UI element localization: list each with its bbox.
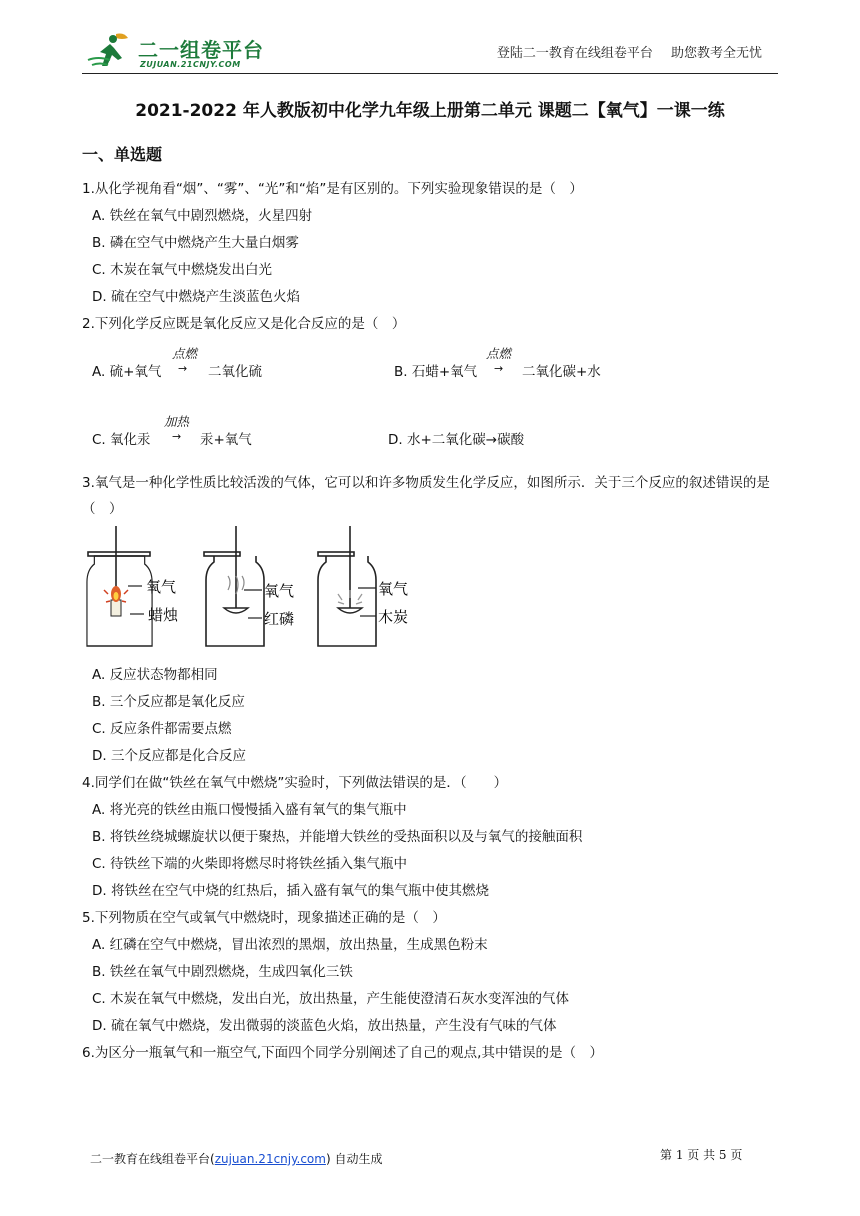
logo: [82, 28, 282, 72]
question-3-option-d: D. 三个反应都是化合反应: [92, 748, 246, 764]
header-slogan-text: 助您教考全无忧: [670, 46, 762, 61]
question-5-option-a: A. 红磷在空气中燃烧，冒出浓烈的黑烟，放出热量，生成黑色粉末: [92, 937, 488, 953]
question-1-option-d: D. 硫在空气中燃烧产生淡蓝色火焰: [92, 289, 300, 305]
question-5-option-d: D. 硫在氧气中燃烧，发出微弱的淡蓝色火焰，放出热量，产生没有气味的气体: [92, 1018, 557, 1034]
question-2-stem: 2.下列化学反应既是氧化反应又是化合反应的是（ ）: [82, 316, 406, 332]
question-5-option-c: C. 木炭在氧气中燃烧，发出白光，放出热量，产生能使澄清石灰水变浑浊的气体: [92, 991, 570, 1007]
logo-subtext: ZUJUAN.21CNJY.COM: [140, 60, 241, 69]
page-title: 2021-2022 年人教版初中化学九年级上册第二单元 课题二【氧气】一课一练: [135, 101, 725, 121]
question-1-option-c: C. 木炭在氧气中燃烧发出白光: [92, 262, 273, 278]
page-header: [82, 28, 778, 74]
page-number: 第 1 页 共 5 页: [660, 1148, 743, 1162]
header-slogan: [483, 42, 762, 61]
reaction-arrow-icon: →: [178, 362, 188, 375]
question-4-option-c: C. 待铁丝下端的火柴即将燃尽时将铁丝插入集气瓶中: [92, 856, 408, 872]
question-3-option-c: C. 反应条件都需要点燃: [92, 721, 232, 737]
label-candle: 蜡烛: [148, 606, 179, 624]
question-1-option-a: A. 铁丝在氧气中剧烈燃烧，火星四射: [92, 208, 313, 224]
header-link-login[interactable]: 登陆二一教育在线组卷平台: [496, 46, 653, 61]
question-4-option-d: D. 将铁丝在空气中烧的红热后，插入盛有氧气的集气瓶中使其燃烧: [92, 883, 489, 899]
question-3-stem: 3.氧气是一种化学性质比较活泼的气体，它可以和许多物质发生化学反应，如图所示．关于三个反应的叙述错误的是（ ）: [82, 475, 770, 517]
section-heading: 一、单选题: [82, 145, 163, 164]
label-charcoal: 木炭: [378, 608, 409, 626]
question-1-stem: 1.从化学视角看“烟”、“雾”、“光”和“焰”是有区别的。下列实验现象错误的是（ ）: [82, 181, 583, 197]
label-oxygen-2: 氧气: [264, 582, 295, 600]
question-4-stem: 4.同学们在做“铁丝在氧气中燃烧”实验时，下列做法错误的是．（ ）: [82, 775, 508, 791]
question-5-stem: 5.下列物质在空气或氧气中燃烧时，现象描述正确的是（ ）: [82, 910, 446, 926]
logo-text: 二一组卷平台: [138, 38, 264, 62]
combustion-bottles-diagram: [86, 524, 416, 650]
runner-logo-icon: [86, 30, 134, 70]
question-6-stem: 6.为区分一瓶氧气和一瓶空气,下面四个同学分别阐述了自己的观点,其中错误的是（ ）: [82, 1045, 603, 1061]
footer-link[interactable]: zujuan.21cnjy.com: [214, 1152, 326, 1166]
question-3-option-b: B. 三个反应都是氧化反应: [92, 694, 245, 710]
question-1-option-b: B. 磷在空气中燃烧产生大量白烟雾: [92, 235, 299, 251]
reaction-arrow-icon: →: [172, 430, 182, 443]
label-oxygen-1: 氧气: [146, 578, 177, 596]
reaction-arrow-icon: →: [494, 362, 504, 375]
question-4-option-a: A. 将光亮的铁丝由瓶口慢慢插入盛有氧气的集气瓶中: [92, 802, 407, 818]
question-4-option-b: B. 将铁丝绕城螺旋状以便于聚热，并能增大铁丝的受热面积以及与氧气的接触面积: [92, 829, 583, 845]
question-5-option-b: B. 铁丝在氧气中剧烈燃烧，生成四氧化三铁: [92, 964, 353, 980]
question-3-option-a: A. 反应状态物都相同: [92, 667, 218, 683]
question-2-option-d: D. 水+二氧化碳→碳酸: [388, 432, 525, 448]
label-red-phosphorus: 红磷: [264, 610, 295, 628]
footer-source: 二一教育在线组卷平台(zujuan.21cnjy.com) 自动生成: [90, 1152, 383, 1166]
label-oxygen-3: 氧气: [378, 580, 409, 598]
